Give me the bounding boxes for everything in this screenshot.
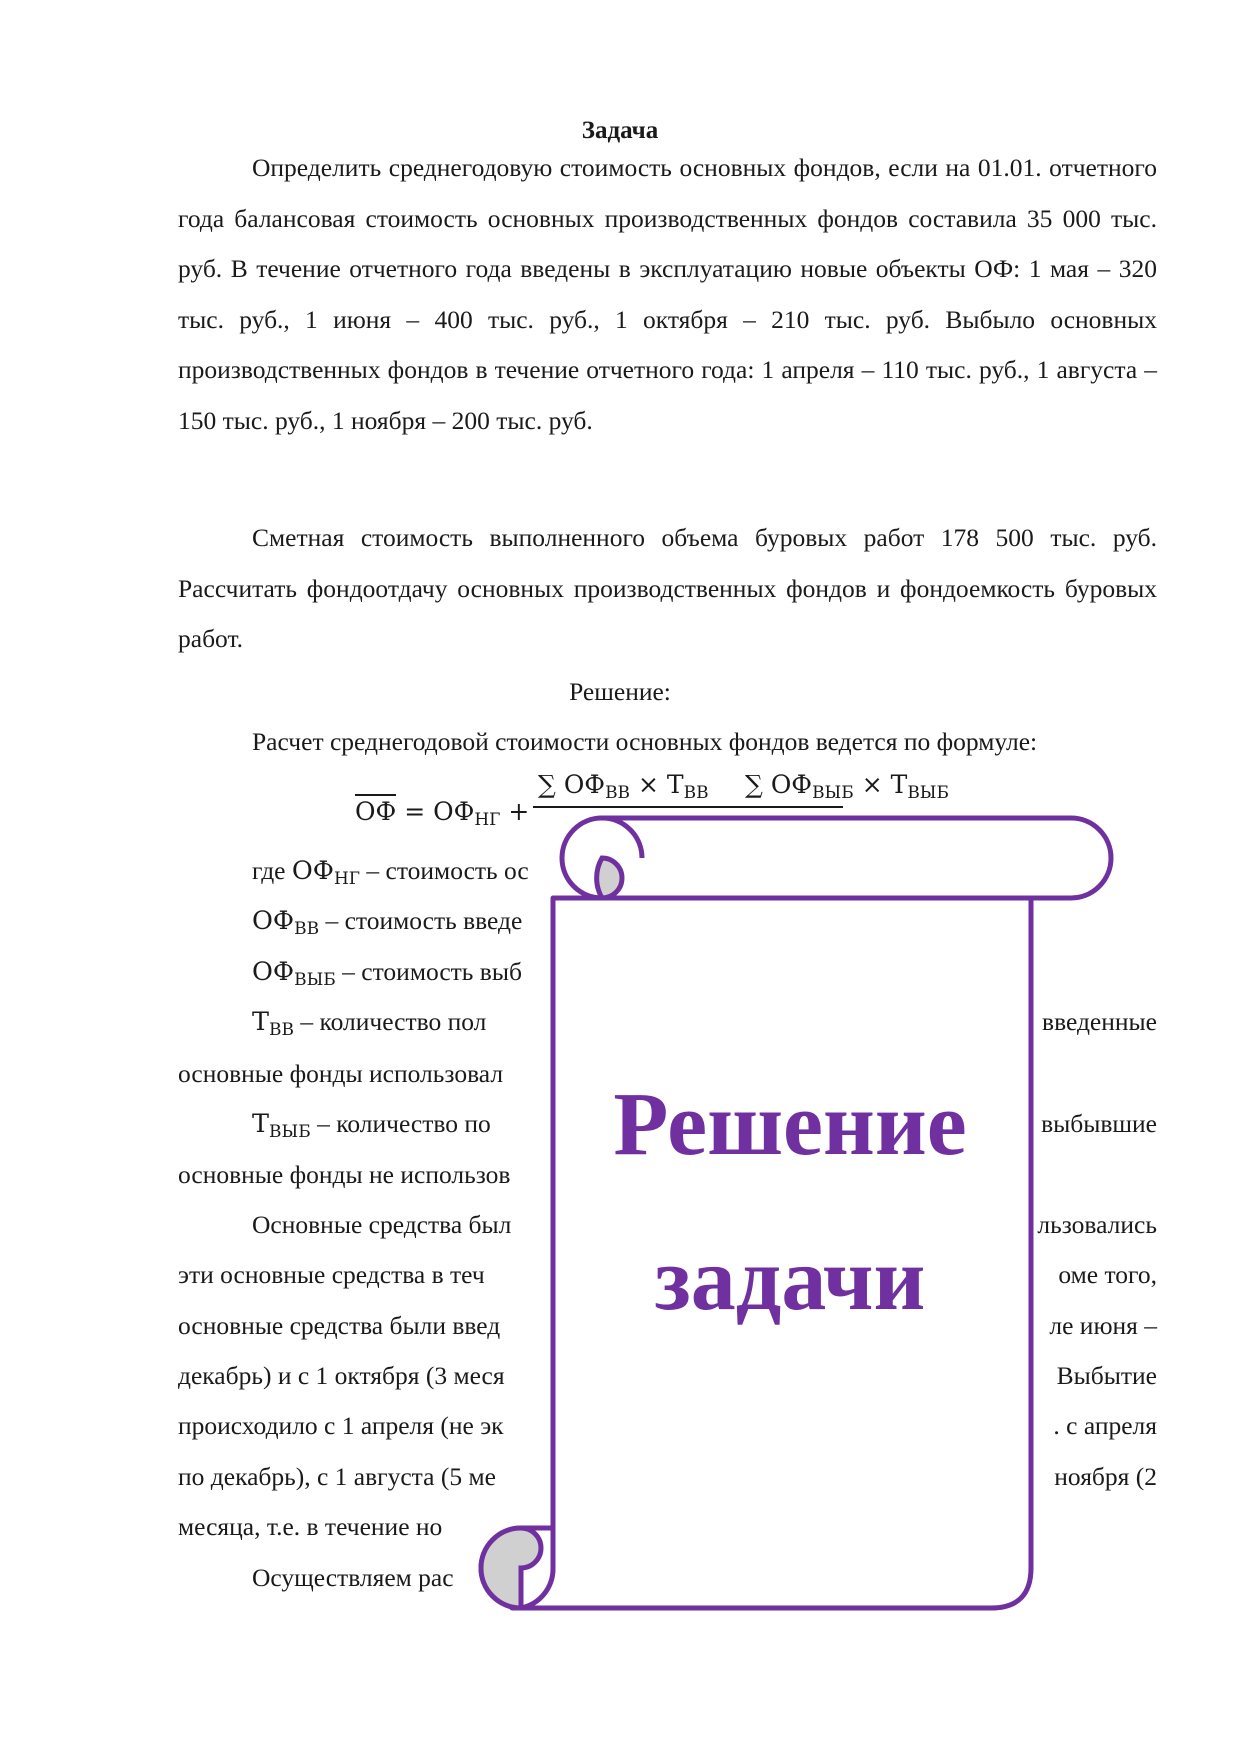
text-fragment-left: по декабрь), с 1 августа (5 ме — [178, 1462, 496, 1491]
text-fragment-right: выбывшие — [1041, 1109, 1157, 1138]
text-fragment-left: основные средства были введ — [178, 1311, 501, 1340]
scroll-banner-title: Решение — [613, 1075, 967, 1174]
text-fragment-right: ноября (2 — [1054, 1462, 1157, 1491]
text-fragment-right: оме того, — [1058, 1260, 1157, 1289]
text-fragment-left: Основные средства был — [252, 1210, 512, 1239]
definition-of-months-commissioned: $Т_{ВВ}$ – количество пол — [252, 1007, 487, 1040]
definition-of-retired: $ОФ_{ВЫБ}$ – стоимость выб — [252, 957, 522, 990]
definition-of-commissioned: $ОФ_{ВВ}$ – стоимость введе — [252, 906, 523, 939]
text-fragment-right: льзовались — [1037, 1210, 1157, 1239]
text-fragment-left: основные фонды не использов — [178, 1160, 511, 1189]
task-heading: Задача — [581, 117, 659, 144]
formula-lhs: ОФ = $ОФ_{НГ}$ + — [355, 797, 529, 826]
definition-of-months-retired: $Т_{ВЫБ}$ – количество по — [252, 1109, 491, 1142]
text-fragment-left: происходило с 1 апреля (не эк — [178, 1411, 504, 1440]
text-fragment-left: Осуществляем рас — [252, 1563, 454, 1592]
definition-of-nf: где $ОФ_{НГ}$ – стоимость ос — [252, 856, 529, 889]
task-paragraph-2: Сметная стоимость выполненного объема буровых работ 178 500 тыс. руб. Рассчитать фондоотдачу основных производственных фондов и фондоемкость буровых работ. — [178, 523, 1157, 653]
text-fragment-left: эти основные средства в теч — [178, 1260, 485, 1289]
text-fragment-left: декабрь) и с 1 октября (3 меся — [178, 1361, 505, 1390]
text-fragment-left: основные фонды использовал — [178, 1059, 504, 1088]
formula-numerator-commissioned: ∑ $ОФ_{ВВ} \times Т_{ВВ}$ — [538, 770, 709, 803]
text-fragment-right: Выбытие — [1056, 1361, 1157, 1390]
text-fragment-right: ле июня – — [1049, 1311, 1157, 1340]
scroll-top-curl — [597, 858, 622, 898]
text-fragment-left: месяца, т.е. в течение но — [178, 1512, 443, 1541]
formula-numerator-retired: ∑ $ОФ_{ВЫБ} \times Т_{ВЫБ}$ — [745, 770, 950, 803]
scroll-banner-subtitle: задачи — [654, 1230, 926, 1329]
text-fragment-right: введенные — [1042, 1007, 1157, 1036]
task-paragraph-1: Определить среднегодовую стоимость основных фондов, если на 01.01. отчетного года балансовая стоимость основных производственных фондов составила 35 000 тыс. руб. В течение отчетного года введены в эксплуатацию новые объекты ОФ: 1 мая – 320 тыс. руб., 1 июня – 400 тыс. руб., 1 октября – 210 тыс. руб. Выбыло основных производственных фондов в течение отчетного года: 1 апреля – 110 тыс. руб., 1 августа – 150 тыс. руб., 1 ноября – 200 тыс. руб. — [178, 153, 1157, 435]
formula-intro: Расчет среднегодовой стоимости основных фондов ведется по формуле: — [252, 727, 1038, 756]
text-fragment-right: . с апреля — [1053, 1411, 1157, 1440]
solution-heading: Решение: — [569, 677, 671, 706]
